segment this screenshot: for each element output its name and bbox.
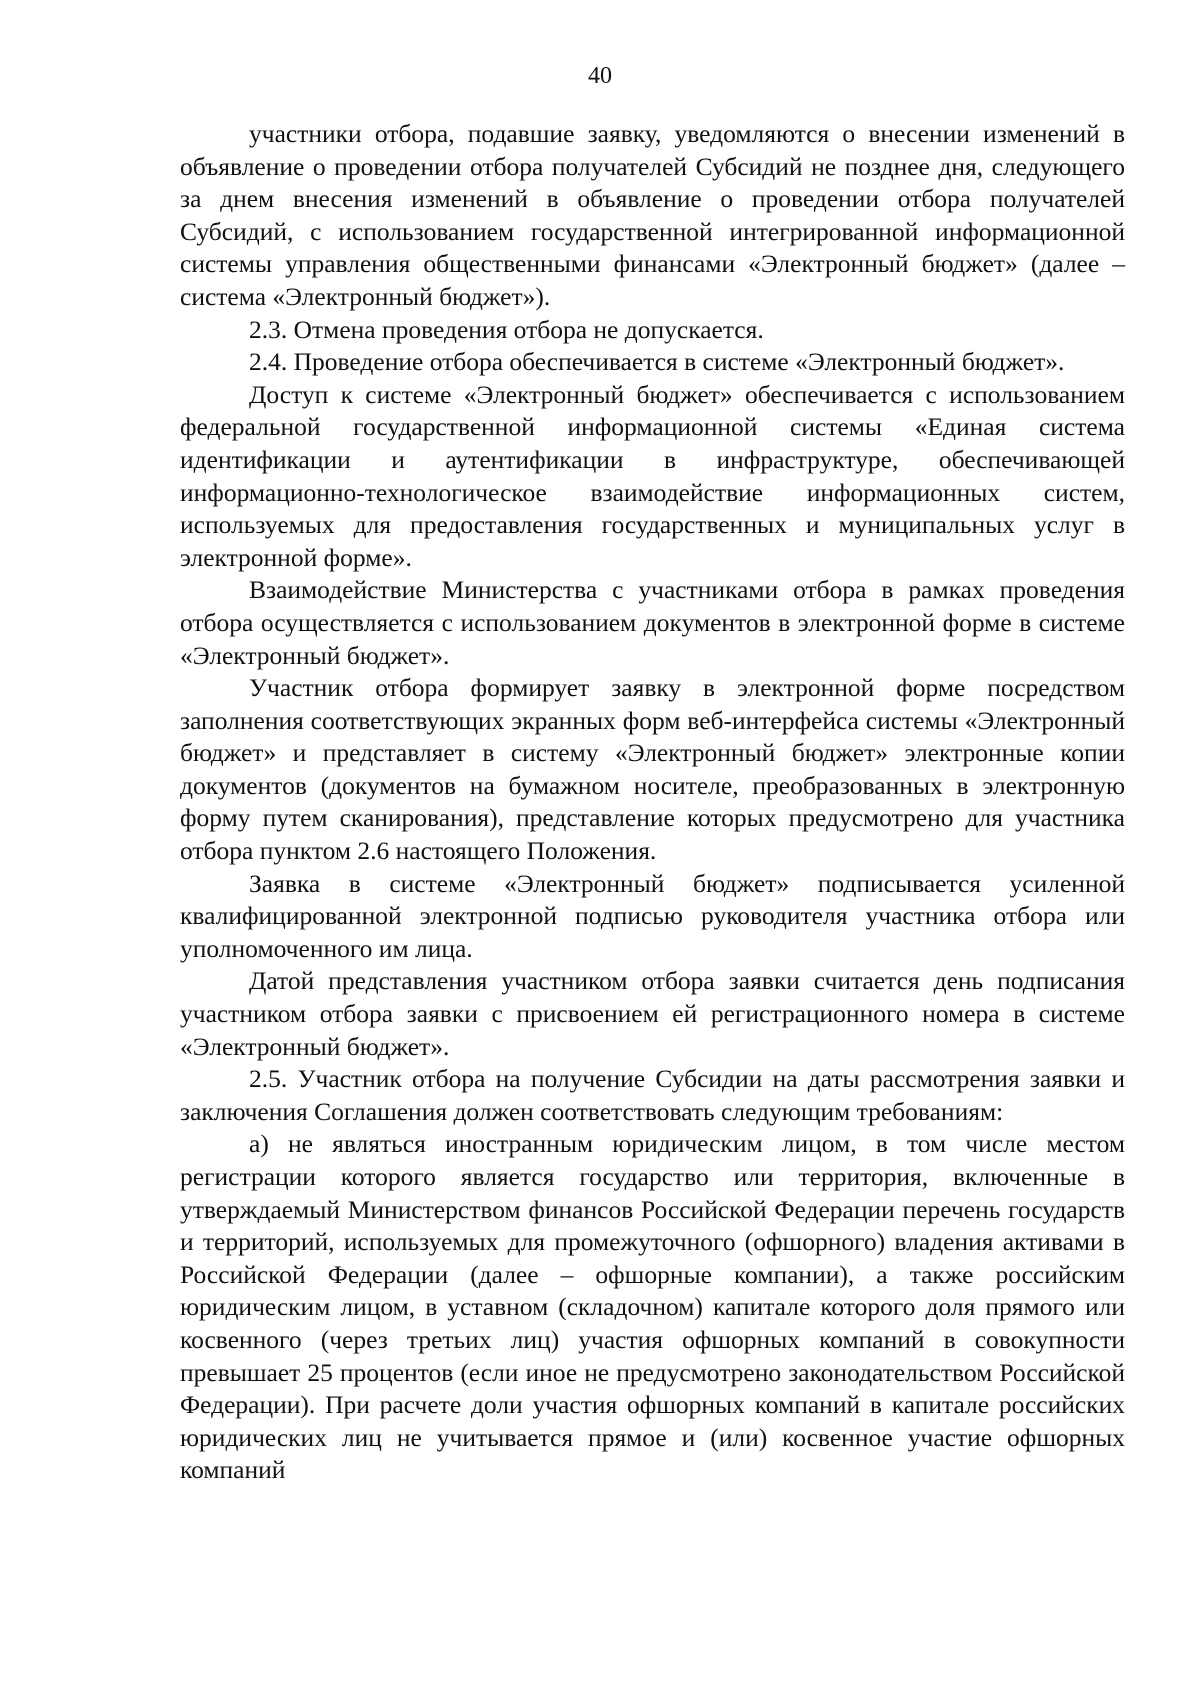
paragraph-requirement-a: а) не являться иностранным юридическим лицом, в том числе местом регистрации которого является государство или территория, включенные в утверждаемый Министерством финансов Российской Федерации перечень государств и территорий, используемых для промежуточного (офшорного) владения активами в Российской Федерации (далее – офшорные компании), а также российским юридическим лицом, в уставном (складочном) капитале которого доля прямого или косвенного (через третьих лиц) участия офшорных компаний в совокупности превышает 25 процентов (если иное не предусмотрено законодательством Российской Федерации). При расчете доли участия офшорных компаний в капитале российских юридических лиц не учитывается прямое и (или) косвенное участие офшорных компаний <box>180 1129 1125 1485</box>
paragraph-submission-date: Датой представления участником отбора заявки считается день подписания участником отбора заявки с присвоением ей регистрационного номера в системе «Электронный бюджет». <box>180 966 1125 1061</box>
paragraph-access: Доступ к системе «Электронный бюджет» обеспечивается с использованием федеральной государственной информационной системы «Единая система идентификации и аутентификации в инфраструктуре, обеспечивающей информационно-технологическое взаимодействие информационных систем, используемых для предоставления государственных и муниципальных услуг в электронной форме». <box>180 379 1125 572</box>
paragraph-notification: участники отбора, подавшие заявку, уведомляются о внесении изменений в объявление о проведении отбора получателей Субсидий не позднее дня, следующего за днем внесения изменений в объявление о проведении отбора получателей Субсидий, с использованием государственной интегрированной информационной системы управления общественными финансами «Электронный бюджет» (далее – система «Электронный бюджет»). <box>180 119 1125 311</box>
paragraph-interaction: Взаимодействие Министерства с участниками отбора в рамках проведения отбора осуществляется с использованием документов в электронной форме в системе «Электронный бюджет». <box>180 575 1125 670</box>
paragraph-2-3: 2.3. Отмена проведения отбора не допускается. <box>249 314 764 344</box>
paragraph-2-5: 2.5. Участник отбора на получение Субсидии на даты рассмотрения заявки и заключения Соглашения должен соответствовать следующим требованиям: <box>180 1064 1125 1126</box>
paragraph-signature: Заявка в системе «Электронный бюджет» подписывается усиленной квалифицированной электронной подписью руководителя участника отбора или уполномоченного им лица. <box>180 868 1125 963</box>
document-body <box>180 118 1125 1487</box>
paragraph-application-form: Участник отбора формирует заявку в электронной форме посредством заполнения соответствующих экранных форм веб-интерфейса системы «Электронный бюджет» и представляет в систему «Электронный бюджет» электронные копии документов (документов на бумажном носителе, преобразованных в электронную форму путем сканирования), представление которых предусмотрено для участника отбора пунктом 2.6 настоящего Положения. <box>180 673 1125 866</box>
paragraph-2-4: 2.4. Проведение отбора обеспечивается в системе «Электронный бюджет». <box>249 347 1065 377</box>
page-number: 40 <box>588 63 612 89</box>
